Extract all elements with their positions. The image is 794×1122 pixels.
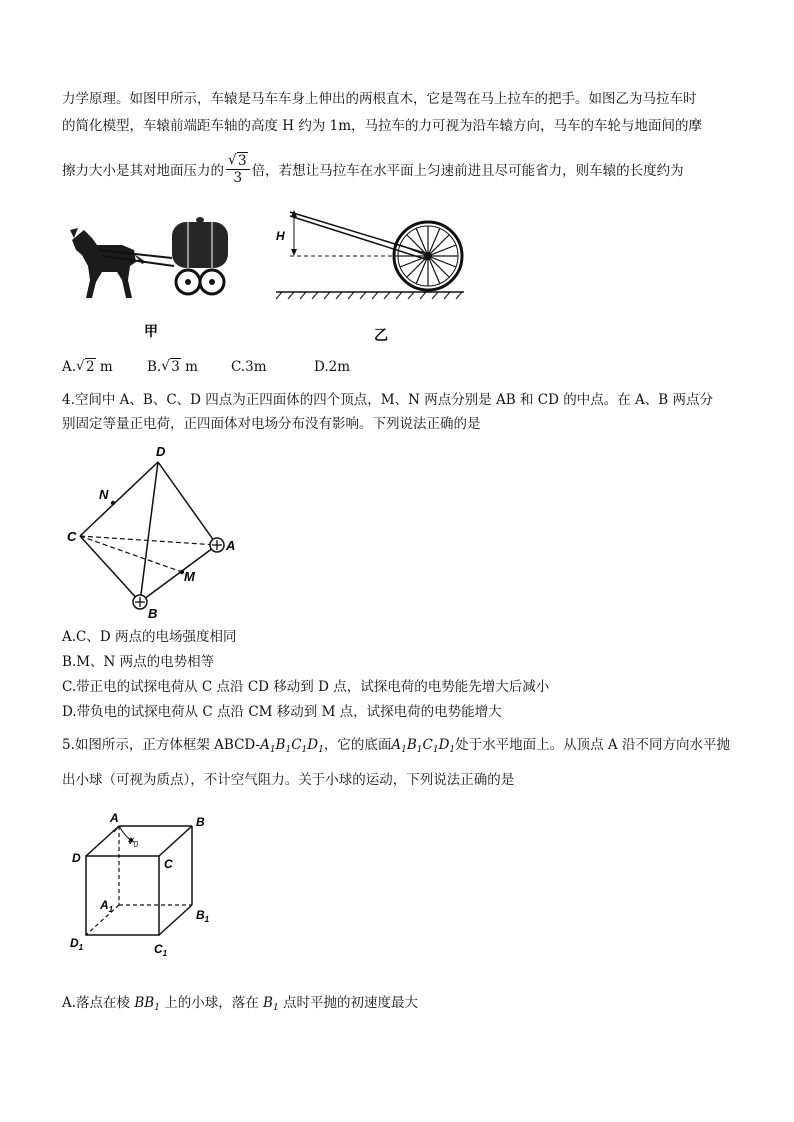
q4-text-line1: 4.空间中 A、B、C、D 四点为正四面体的四个顶点，M、N 两点分别是 AB 和 CD 的中点。在 A、B 两点分 [62,392,713,408]
tetrahedron-figure [62,440,252,620]
option-a-prefix: A. [62,359,77,375]
fig-yi-label: 乙 [374,327,388,343]
cube-vertex-B1-label: $B_1$ [196,908,210,924]
q5-option-a-post: 点时平抛的初速度最大 [278,995,418,1011]
fraction-numerator: 3 [238,153,247,169]
q4-option-a[interactable]: A.C、D 两点的电场强度相同 [62,629,237,645]
cube-vertex-B-label: B [196,815,205,829]
option-b-radicand: 3 [171,359,180,375]
q5-line1-mid: ，它的底面 [323,737,392,753]
fig-jia-label: 甲 [144,323,158,339]
option-b-prefix: B. [147,359,162,375]
wheel-shaft-model-figure [268,200,468,350]
q5-option-a-pre: A.落点在棱 [62,995,135,1011]
cube-vertex-D-label: D [72,851,81,865]
q3-option-b[interactable] [147,357,198,377]
option-a-unit: m [95,359,113,375]
vertex-A-label: A [226,538,236,553]
vertex-C-label: C [67,529,77,544]
q5-option-a-mid: 上的小球，落在 [159,995,264,1011]
q4-option-c[interactable]: C.带正电的试探电荷从 C 点沿 CD 移动到 D 点，试探电荷的电势能先增大后减小 [62,679,550,695]
point-N-label: N [99,487,109,502]
cube-vertex-A-label: A [110,811,119,825]
math-BB1: $BB_1$ [134,995,160,1013]
q5-text-line1 [62,735,730,760]
cube-frame-figure [62,808,212,968]
math-A1B1C1D1: $A_1B_1C_1D_1$ [260,737,324,755]
option-a-radicand: 2 [86,359,95,375]
vertex-B-label: B [148,606,158,620]
horse-cart-figure [62,200,262,350]
q4-option-d[interactable]: D.带负电的试探电荷从 C 点沿 CM 移动到 M 点，试探电荷的电势能增大 [62,704,502,720]
q3-text-line3 [62,155,684,188]
option-b-unit: m [180,359,198,375]
q4-option-b[interactable]: B.M、N 两点的电势相等 [62,654,215,670]
cube-vertex-A1-label: $A_1$ [100,898,114,914]
cube-vertex-D1-label: $D_1$ [70,936,84,952]
q5-text-line2: 出小球（可视为质点），不计空气阻力。关于小球的运动，下列说法正确的是 [62,772,515,788]
q5-line1-post: 处于水平地面上。从顶点 A 沿不同方向水平抛 [455,737,730,753]
q3-text-line1: 力学原理。如图甲所示，车辕是马车车身上伸出的两根直木，它是驾在马上拉车的把手。如图乙为马拉车时 [62,91,697,107]
cube-vertex-C-label: C [164,857,173,871]
q3-option-c[interactable]: C.3m [231,359,267,375]
fraction-denominator: 3 [233,170,243,186]
q5-line1-pre: 5.如图所示，正方体框架 ABCD- [62,737,261,753]
q3-text-line3-pre: 擦力大小是其对地面压力的 [62,163,224,179]
q3-text-line3-post: 倍，若想让马拉车在水平面上匀速前进且尽可能省力，则车辕的长度约为 [251,163,684,179]
math-B1: $B_1$ [263,995,279,1013]
sqrt3-over-3-fraction [226,153,250,186]
q3-text-line2: 的简化模型，车辕前端距车轴的高度 H 约为 1m，马拉车的力可视为沿车辕方向，马车的车轮与地面间的摩 [62,118,703,134]
math-A1B1C1D1-base: $A_1B_1C_1D_1$ [391,737,456,755]
height-H-label: H [276,229,285,243]
q3-option-d[interactable]: D.2m [314,359,351,375]
vertex-D-label: D [156,444,166,459]
q4-text-line2: 别固定等量正电荷，正四面体对电场分布没有影响。下列说法正确的是 [62,416,481,432]
q3-option-a[interactable] [62,357,113,377]
cube-vertex-C1-label: $C_1$ [154,942,168,958]
initial-velocity-v0-label: $v_0$ [128,835,138,849]
point-M-label: M [184,569,195,584]
q5-option-a[interactable] [62,993,418,1018]
